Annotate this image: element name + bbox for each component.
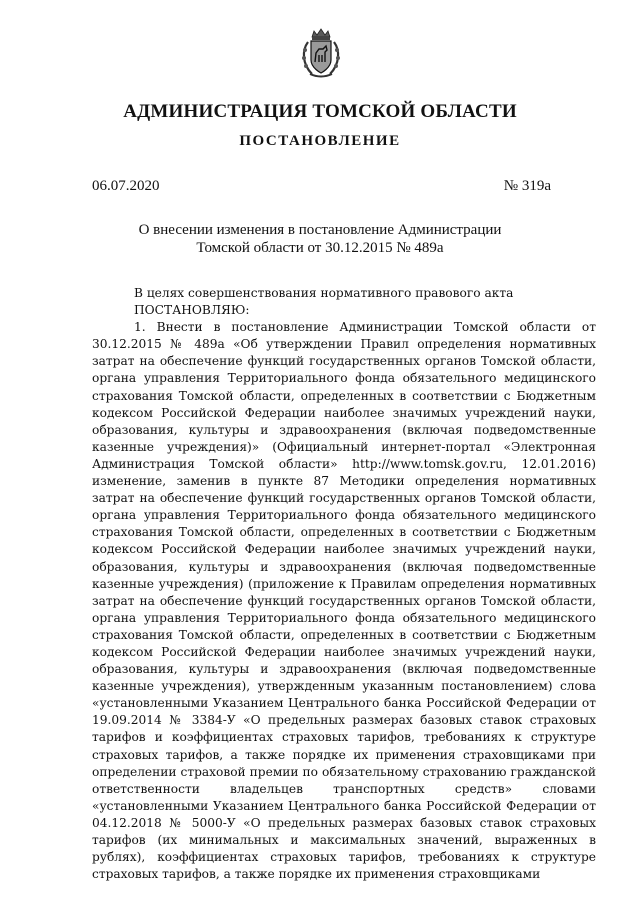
coat-of-arms-icon <box>300 28 342 80</box>
preamble-paragraph: В целях совершенствования нормативного правового акта <box>134 286 514 300</box>
document-date: 06.07.2020 <box>92 178 160 194</box>
subject-line-2: Томской области от 30.12.2015 № 489а <box>196 240 444 256</box>
document-body <box>92 285 596 883</box>
item-1-paragraph: 1. Внести в постановление Администрации Томской области от 30.12.2015 № 489а «Об утверждении Правил определения нормативных затрат на обеспечение функций государственных органов Томской области, органа управления Территориального фонда обязательного медицинского страхования Томской области, определенных в соответствии с Бюджетным кодексом Российской Федерации наиболее значимых учреждений науки, образования, культуры и здравоохранения (включая подведомственные казенные учреждения)» (Официальный интернет-портал «Электронная Администрация Томской области» http://www.tomsk.gov.ru, 12.01.2016) изменение, заменив в пункте 87 Методики определения нормативных затрат на обеспечение функций государственных органов Томской области, органа управления Территориального фонда обязательного медицинского страхования Томской области, определенных в соответствии с Бюджетным кодексом Российской Федерации наиболее значимых учреждений науки, образования, культуры и здравоохранения (включая подведомственные казенные учреждения) (приложение к Правилам определения нормативных затрат на обеспечение функций государственных органов Томской области, органа управления Территориального фонда обязательного медицинского страхования Томской области, определенных в соответствии с Бюджетным кодексом Российской Федерации наиболее значимых учреждений науки, образования, культуры и здравоохранения (включая подведомственные казенные учреждения), утвержденным указанным постановлением) слова «установленными Указанием Центрального банка Российской Федерации от 19.09.2014 № 3384-У «О предельных размерах базовых ставок страховых тарифов и коэффициентах страховых тарифов, требованиях к структуре страховых тарифов, а также порядке их применения страховщиками при определении страховой премии по обязательному страхованию гражданской ответственности владельцев транспортных средств» словами «установленными Указанием Центрального банка Российской Федерации от 04.12.2018 № 5000-У «О предельных размерах базовых ставок страховых тарифов (их минимальных и максимальных значений, выраженных в рублях), коэффициентах страховых тарифов, требованиях к структуре страховых тарифов, а также порядке их применения страховщиками <box>92 320 596 882</box>
resolve-word: ПОСТАНОВЛЯЮ: <box>134 303 250 318</box>
document-number: № 319а <box>503 178 551 194</box>
subject-line-1: О внесении изменения в постановление Администрации <box>138 222 502 238</box>
organization-title: АДМИНИСТРАЦИЯ ТОМСКОЙ ОБЛАСТИ <box>123 101 517 122</box>
document-type-heading: ПОСТАНОВЛЕНИЕ <box>239 133 401 149</box>
document-subject <box>120 221 520 257</box>
